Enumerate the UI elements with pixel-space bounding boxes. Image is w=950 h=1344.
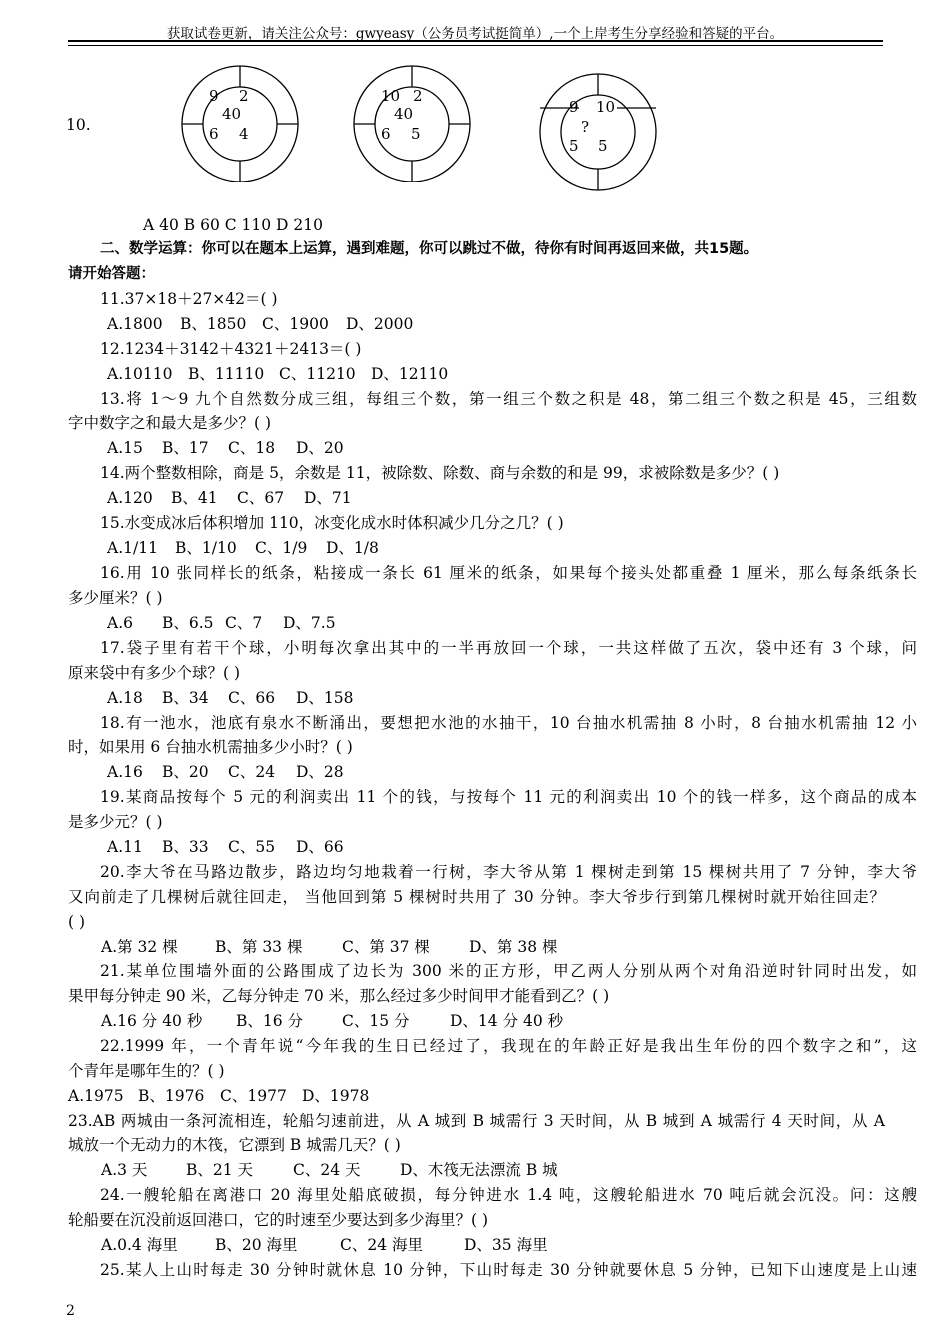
q17-option-d: D、158 bbox=[296, 689, 354, 707]
q22-option-a: A.1975 bbox=[68, 1087, 124, 1105]
c3-top-left: 9 bbox=[569, 98, 579, 116]
q21-option-b: B、16 分 bbox=[236, 1012, 304, 1030]
q21-line-1: 21.某单位围墙外面的公路围成了边长为 300 米的正方形，甲乙两人分别从两个对角沿逆时针同时出发，如 bbox=[100, 962, 917, 980]
q13-option-d: D、20 bbox=[296, 439, 344, 457]
q20-option-b: B、第 33 棵 bbox=[215, 938, 303, 956]
c1-bottom-right: 4 bbox=[239, 125, 249, 143]
q25-line-1: 25.某人上山时每走 30 分钟时就休息 10 分钟，下山时每走 30 分钟就要休息 5 分钟，已知下山速度是上山速 bbox=[100, 1261, 917, 1279]
q19-line-1: 19.某商品按每个 5 元的利润卖出 11 个的钱，与按每个 11 元的利润卖出 10 个的钱一样多，这个商品的成本 bbox=[100, 788, 917, 806]
section-start: 请开始答题： bbox=[68, 266, 155, 282]
q16-line-1: 16.用 10 张同样长的纸条，粘接成一条长 61 厘米的纸条，如果每个接头处都重叠 1 厘米，那么每条纸条长 bbox=[100, 564, 917, 582]
q24-option-b: B、20 海里 bbox=[215, 1236, 298, 1254]
q11-option-d: D、2000 bbox=[346, 315, 414, 333]
q13-line-1: 13.将 1～9 九个自然数分成三组，每组三个数，第一组三个数之积是 48，第二组三个数之积是 45，三组数 bbox=[100, 390, 917, 408]
q17-line-2: 原来袋中有多少个球？( ) bbox=[68, 664, 241, 682]
q12-option-a: A.10110 bbox=[107, 365, 173, 383]
q16-option-d: D、7.5 bbox=[283, 614, 336, 632]
q11-option-b: B、1850 bbox=[180, 315, 247, 333]
q23-option-b: B、21 天 bbox=[186, 1161, 254, 1179]
q22-option-c: C、1977 bbox=[220, 1087, 287, 1105]
q17-option-b: B、34 bbox=[162, 689, 209, 707]
q17-line-1: 17.袋子里有若干个球，小明每次拿出其中的一半再放回一个球，一共这样做了五次，袋中还有 3 个球，问 bbox=[100, 639, 917, 657]
q19-option-b: B、33 bbox=[162, 838, 209, 856]
q23-option-d: D、木筏无法漂流 B 城 bbox=[400, 1161, 558, 1179]
q18-option-c: C、24 bbox=[228, 763, 276, 781]
q17-option-a: A.18 bbox=[107, 689, 143, 707]
q21-option-a: A.16 分 40 秒 bbox=[101, 1012, 203, 1030]
q20-option-c: C、第 37 棵 bbox=[342, 938, 430, 956]
q14-option-c: C、67 bbox=[237, 489, 285, 507]
q13-option-c: C、18 bbox=[228, 439, 276, 457]
q19-option-d: D、66 bbox=[296, 838, 344, 856]
q24-option-c: C、24 海里 bbox=[340, 1236, 424, 1254]
q12-line-1: 12.1234＋3142＋4321＋2413＝( ) bbox=[100, 340, 362, 358]
q16-line-2: 多少厘米？( ) bbox=[68, 589, 163, 607]
q22-option-b: B、1976 bbox=[138, 1087, 205, 1105]
header-rule-thick bbox=[68, 40, 883, 42]
q19-option-a: A.11 bbox=[107, 838, 143, 856]
q20-line-3: ( ) bbox=[68, 913, 86, 931]
q21-option-c: C、15 分 bbox=[342, 1012, 410, 1030]
q24-option-d: D、35 海里 bbox=[464, 1236, 548, 1254]
header-rule-thin bbox=[68, 45, 883, 46]
q11-option-c: C、1900 bbox=[262, 315, 329, 333]
q17-option-c: C、66 bbox=[228, 689, 276, 707]
q16-option-c: C、7 bbox=[225, 614, 263, 632]
c2-bottom-right: 5 bbox=[411, 125, 421, 143]
q22-line-2: 个青年是哪年生的？( ) bbox=[68, 1062, 225, 1080]
q24-line-1: 24.一艘轮船在离港口 20 海里处船底破损，每分钟进水 1.4 吨，这艘轮船进水 70 吨后就会沉没。问：这艘 bbox=[100, 1186, 917, 1204]
q18-line-2: 时，如果用 6 台抽水机需抽多少小时？( ) bbox=[68, 738, 353, 756]
page-number: 2 bbox=[66, 1303, 75, 1319]
q21-option-d: D、14 分 40 秒 bbox=[450, 1012, 564, 1030]
q14-line-1: 14.两个整数相除，商是 5，余数是 11，被除数、除数、商与余数的和是 99，求被除数是多少？( ) bbox=[100, 464, 780, 482]
q11-line-1: 11.37×18＋27×42＝( ) bbox=[100, 290, 278, 308]
q23-option-a: A.3 天 bbox=[101, 1161, 148, 1179]
q11-option-a: A.1800 bbox=[107, 315, 163, 333]
c2-top-right: 2 bbox=[413, 87, 423, 105]
q13-option-a: A.15 bbox=[107, 439, 143, 457]
c3-top-right: 10 bbox=[596, 98, 616, 116]
q14-option-d: D、71 bbox=[304, 489, 352, 507]
q21-line-2: 果甲每分钟走 90 米，乙每分钟走 70 米，那么经过多少时间甲才能看到乙？( ) bbox=[68, 987, 610, 1005]
q24-line-2: 轮船要在沉没前返回港口，它的时速至少要达到多少海里？( ) bbox=[68, 1211, 489, 1229]
q23-line-2: 城放一个无动力的木筏，它漂到 B 城需几天？( ) bbox=[68, 1136, 401, 1154]
q10-circle-2 bbox=[347, 62, 477, 182]
page-header: 获取试卷更新，请关注公众号：gwyeasy（公务员考试挺简单）,一个上岸考生分享经验和答疑的平台。 bbox=[166, 26, 784, 42]
c3-bottom-left: 5 bbox=[569, 137, 579, 155]
c1-top-right: 2 bbox=[239, 87, 249, 105]
q16-option-b: B、6.5 bbox=[162, 614, 214, 632]
q19-option-c: C、55 bbox=[228, 838, 276, 856]
q15-option-b: B、1/10 bbox=[175, 539, 237, 557]
q22-option-d: D、1978 bbox=[302, 1087, 370, 1105]
q14-option-b: B、41 bbox=[171, 489, 218, 507]
c3-center: ? bbox=[581, 118, 590, 136]
c1-center: 40 bbox=[222, 105, 242, 123]
q23-line-1: 23.AB 两城由一条河流相连，轮船匀速前进，从 A 城到 B 城需行 3 天时间，从 B 城到 A 城需行 4 天时间，从 A bbox=[68, 1112, 885, 1130]
c1-top-left: 9 bbox=[209, 87, 219, 105]
q22-line-1: 22.1999 年，一个青年说“今年我的生日已经过了，我现在的年龄正好是我出生年份的四个数字之和”，这 bbox=[100, 1037, 917, 1055]
q20-option-a: A.第 32 棵 bbox=[101, 938, 178, 956]
q18-line-1: 18.有一池水，池底有泉水不断涌出，要想把水池的水抽干，10 台抽水机需抽 8 小时，8 台抽水机需抽 12 小 bbox=[100, 714, 917, 732]
q23-option-c: C、24 天 bbox=[293, 1161, 361, 1179]
q20-option-d: D、第 38 棵 bbox=[469, 938, 558, 956]
q13-option-b: B、17 bbox=[162, 439, 209, 457]
c2-center: 40 bbox=[394, 105, 414, 123]
q15-line-1: 15.水变成冰后体积增加 110，冰变化成水时体积减少几分之几？( ) bbox=[100, 514, 564, 532]
q18-option-d: D、28 bbox=[296, 763, 344, 781]
q14-option-a: A.120 bbox=[107, 489, 153, 507]
q10-circle-1 bbox=[175, 62, 305, 182]
q20-line-1: 20.李大爷在马路边散步，路边均匀地栽着一行树，李大爷从第 1 棵树走到第 15 棵树共用了 7 分钟，李大爷 bbox=[100, 863, 917, 881]
q20-line-2: 又向前走了几棵树后就往回走， 当他回到第 5 棵树时共用了 30 分钟。李大爷步行到第几棵树时就开始往回走？ bbox=[68, 888, 885, 906]
q10-options: A 40 B 60 C 110 D 210 bbox=[143, 216, 323, 234]
c2-bottom-left: 6 bbox=[381, 125, 391, 143]
q10-number: 10. bbox=[66, 116, 91, 134]
section-title: 二、数学运算：你可以在题本上运算，遇到难题，你可以跳过不做，待你有时间再返回来做，共15题。 bbox=[100, 241, 759, 257]
q16-option-a: A.6 bbox=[107, 614, 133, 632]
q13-line-2: 字中数字之和最大是多少？( ) bbox=[68, 414, 272, 432]
c2-top-left: 10 bbox=[381, 87, 401, 105]
q15-option-c: C、1/9 bbox=[255, 539, 308, 557]
q12-option-b: B、11110 bbox=[188, 365, 265, 383]
c3-bottom-right: 5 bbox=[598, 137, 608, 155]
q10-circle-3 bbox=[533, 68, 663, 194]
q12-option-d: D、12110 bbox=[371, 365, 449, 383]
q18-option-b: B、20 bbox=[162, 763, 209, 781]
c1-bottom-left: 6 bbox=[209, 125, 219, 143]
q12-option-c: C、11210 bbox=[279, 365, 356, 383]
q15-option-a: A.1/11 bbox=[107, 539, 158, 557]
q19-line-2: 是多少元？( ) bbox=[68, 813, 163, 831]
q18-option-a: A.16 bbox=[107, 763, 143, 781]
q24-option-a: A.0.4 海里 bbox=[101, 1236, 178, 1254]
q15-option-d: D、1/8 bbox=[326, 539, 379, 557]
